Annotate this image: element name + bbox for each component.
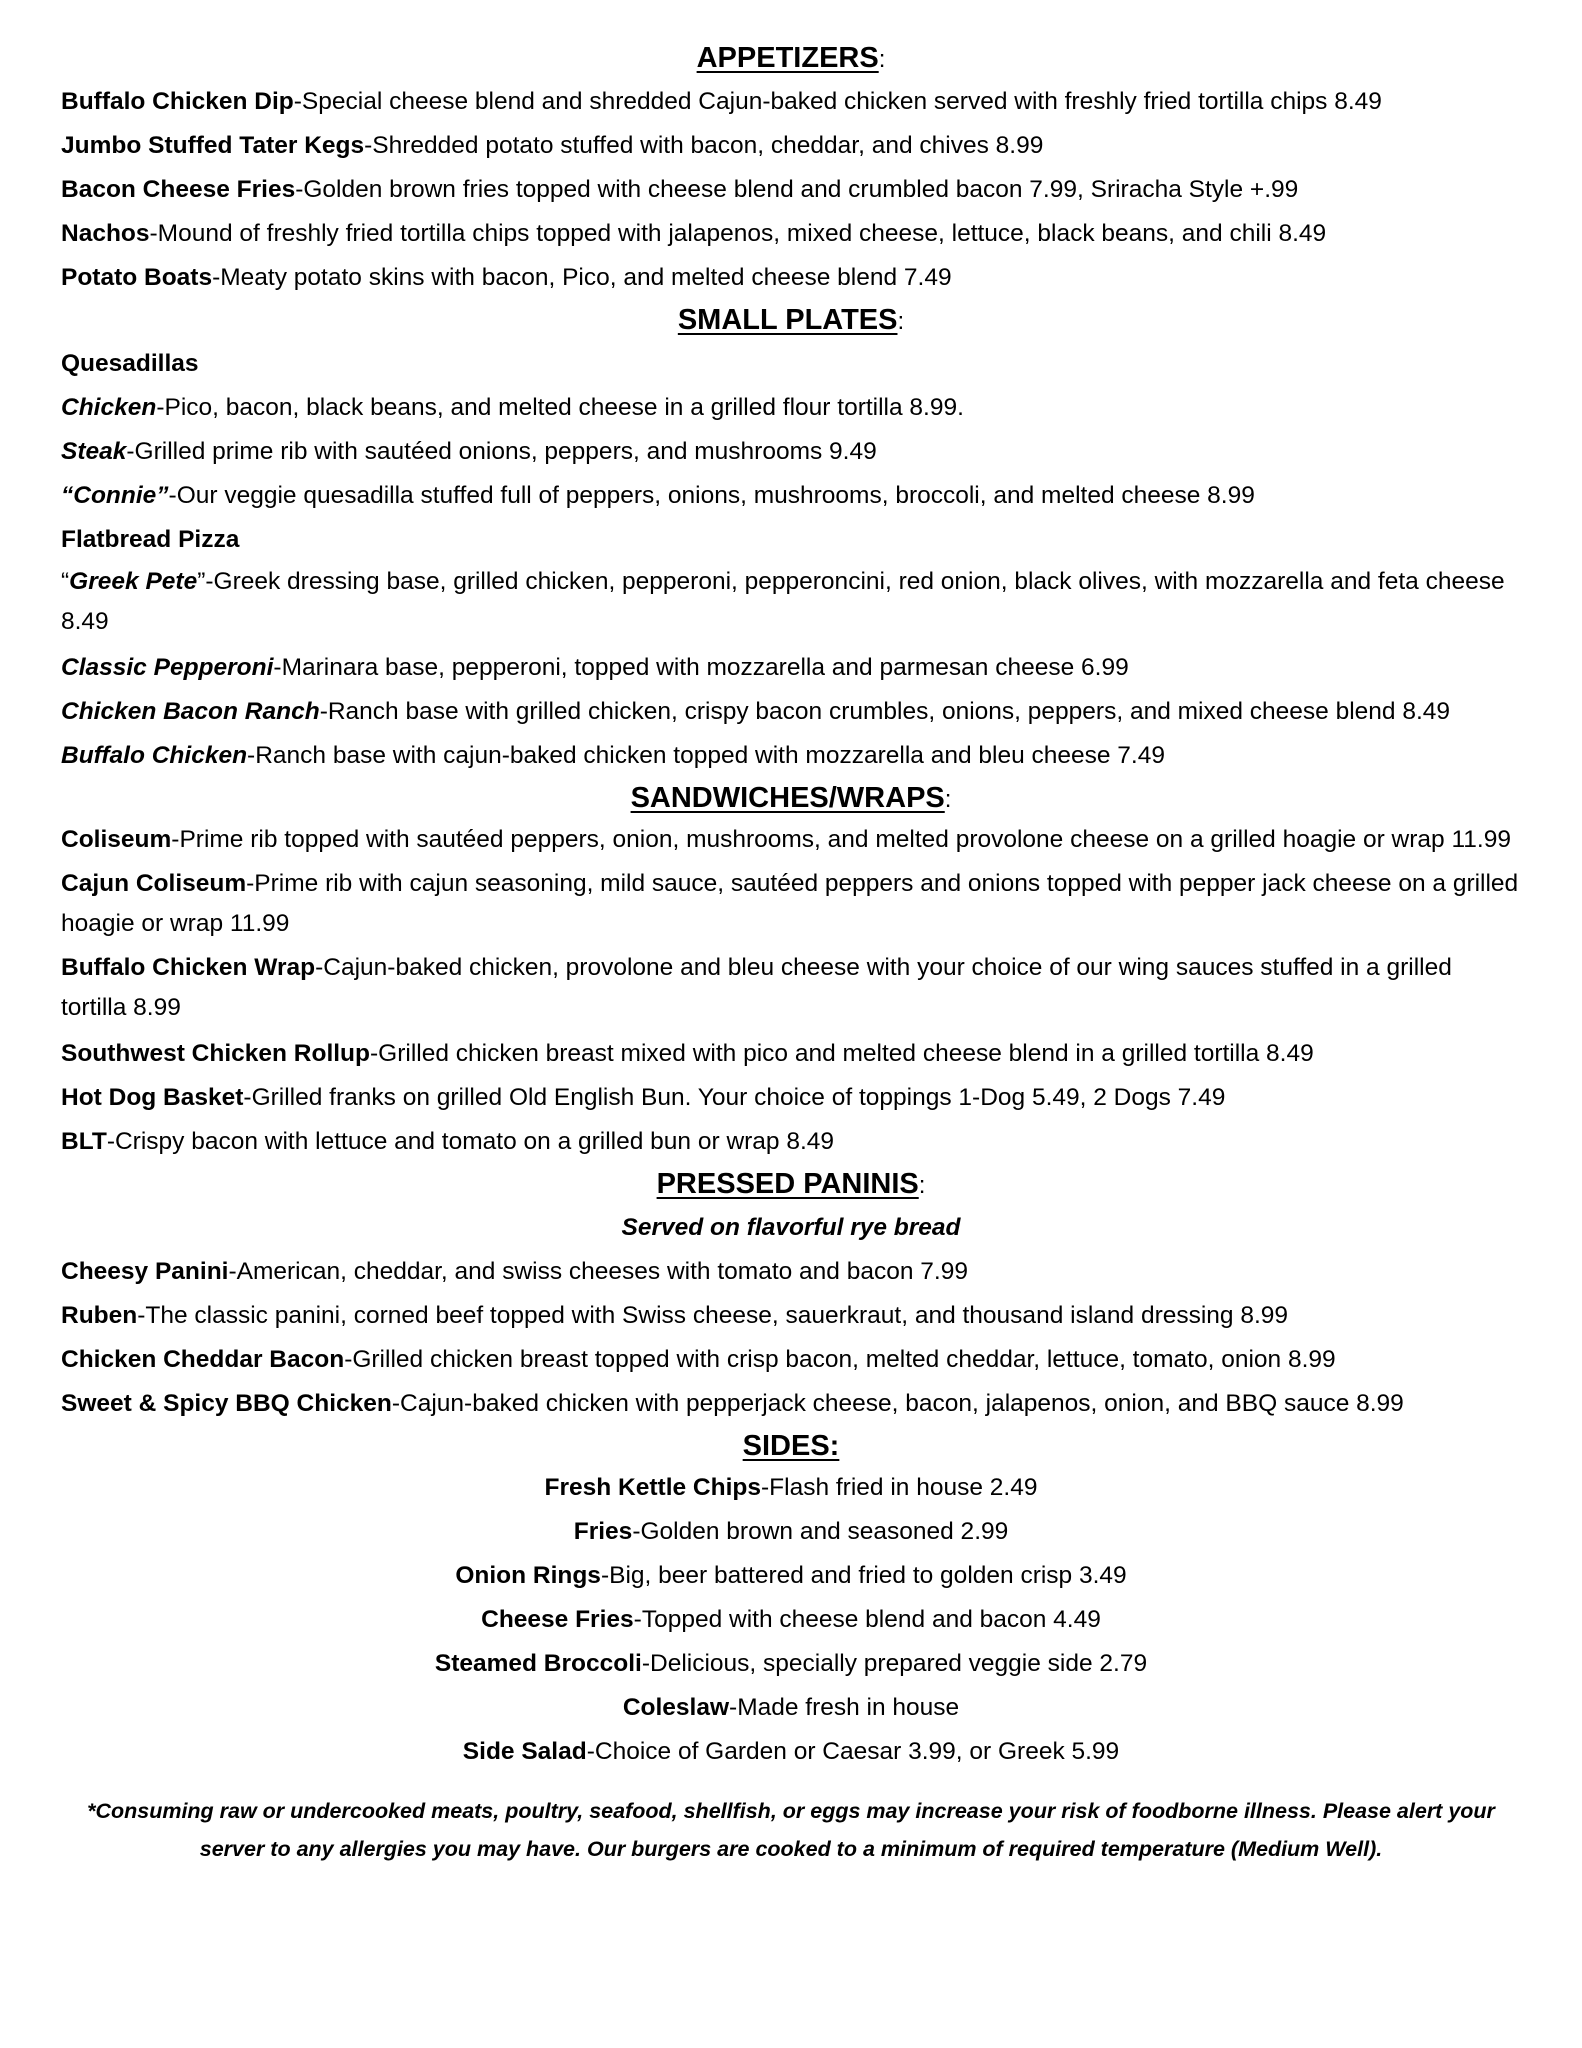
- menu-item: Cajun Coliseum-Prime rib with cajun seasoning, mild sauce, sautéed peppers and onions topped with pepper jack cheese on a grilled hoagie or wrap 11.99: [61, 870, 1519, 937]
- menu-item: Hot Dog Basket-Grilled franks on grilled Old English Bun. Your choice of toppings 1-Dog 5.49, 2 Dogs 7.49: [61, 1084, 1226, 1111]
- subheading-flatbread-pizza: Flatbread Pizza: [61, 526, 240, 553]
- menu-item: Classic Pepperoni-Marinara base, pepperoni, topped with mozzarella and parmesan cheese 6.99: [61, 654, 1129, 681]
- menu-item: Southwest Chicken Rollup-Grilled chicken breast mixed with pico and melted cheese blend in a grilled tortilla 8.49: [61, 1040, 1314, 1067]
- menu-item: Buffalo Chicken Dip-Special cheese blend and shredded Cajun-baked chicken served with freshly fried tortilla chips 8.49: [61, 88, 1382, 115]
- menu-item: Bacon Cheese Fries-Golden brown fries topped with cheese blend and crumbled bacon 7.99, Sriracha Style +.99: [61, 176, 1299, 203]
- section-heading-sides: SIDES:: [742, 1430, 840, 1462]
- menu-item: Fresh Kettle Chips-Flash fried in house 2.49: [544, 1474, 1038, 1501]
- menu-item: Cheesy Panini-American, cheddar, and swiss cheeses with tomato and bacon 7.99: [61, 1258, 968, 1285]
- menu-item: BLT-Crispy bacon with lettuce and tomato on a grilled bun or wrap 8.49: [61, 1128, 835, 1155]
- menu-item: Chicken Bacon Ranch-Ranch base with grilled chicken, crispy bacon crumbles, onions, peppers, and mixed cheese blend 8.49: [61, 698, 1451, 725]
- paninis-bread-note: Served on flavorful rye bread: [621, 1214, 961, 1241]
- section-heading-appetizers: APPETIZERS:: [696, 42, 886, 74]
- menu-item: Chicken Cheddar Bacon-Grilled chicken breast topped with crisp bacon, melted cheddar, lettuce, tomato, onion 8.99: [61, 1346, 1336, 1373]
- menu-item: Fries-Golden brown and seasoned 2.99: [573, 1518, 1009, 1545]
- menu-item: “Greek Pete”-Greek dressing base, grilled chicken, pepperoni, pepperoncini, red onion, black olives, with mozzarella and feta cheese 8.49: [61, 568, 1505, 635]
- menu-item: Steamed Broccoli-Delicious, specially prepared veggie side 2.79: [434, 1650, 1148, 1677]
- menu-item: Ruben-The classic panini, corned beef topped with Swiss cheese, sauerkraut, and thousand island dressing 8.99: [61, 1302, 1289, 1329]
- menu-item: Potato Boats-Meaty potato skins with bacon, Pico, and melted cheese blend 7.49: [61, 264, 952, 291]
- menu-item: Side Salad-Choice of Garden or Caesar 3.99, or Greek 5.99: [462, 1738, 1120, 1765]
- menu-item: Onion Rings-Big, beer battered and fried to golden crisp 3.49: [455, 1562, 1127, 1589]
- menu-item: Steak-Grilled prime rib with sautéed onions, peppers, and mushrooms 9.49: [61, 438, 877, 465]
- menu-item: Buffalo Chicken Wrap-Cajun-baked chicken, provolone and bleu cheese with your choice of our wing sauces stuffed in a grilled tortilla 8.99: [61, 954, 1452, 1021]
- menu-item: Cheese Fries-Topped with cheese blend and bacon 4.49: [481, 1606, 1101, 1633]
- allergy-disclaimer: *Consuming raw or undercooked meats, poultry, seafood, shellfish, or eggs may increase your risk of foodborne illness. Please alert your server to any allergies you may have. Our burgers are cooked to a minimum of required temperature (Medium Well).: [87, 1799, 1495, 1861]
- menu-item: Nachos-Mound of freshly fried tortilla chips topped with jalapenos, mixed cheese, lettuce, black beans, and chili 8.49: [61, 220, 1327, 247]
- menu-item: Chicken-Pico, bacon, black beans, and melted cheese in a grilled flour tortilla 8.99.: [61, 394, 964, 421]
- menu-item: Sweet & Spicy BBQ Chicken-Cajun-baked chicken with pepperjack cheese, bacon, jalapenos, onion, and BBQ sauce 8.99: [61, 1390, 1404, 1417]
- section-heading-sandwiches-wraps: SANDWICHES/WRAPS:: [630, 782, 952, 814]
- menu-item: “Connie”-Our veggie quesadilla stuffed full of peppers, onions, mushrooms, broccoli, and melted cheese 8.99: [61, 482, 1255, 509]
- menu-page: [61, 38, 1521, 1890]
- menu-item: Buffalo Chicken-Ranch base with cajun-baked chicken topped with mozzarella and bleu cheese 7.49: [61, 742, 1165, 769]
- menu-item: Jumbo Stuffed Tater Kegs-Shredded potato stuffed with bacon, cheddar, and chives 8.99: [61, 132, 1044, 159]
- section-heading-small-plates: SMALL PLATES:: [677, 304, 905, 336]
- menu-item: Coliseum-Prime rib topped with sautéed peppers, onion, mushrooms, and melted provolone cheese on a grilled hoagie or wrap 11.99: [61, 826, 1511, 853]
- menu-item: Coleslaw-Made fresh in house: [622, 1694, 960, 1721]
- subheading-quesadillas: Quesadillas: [61, 350, 199, 377]
- section-heading-pressed-paninis: PRESSED PANINIS:: [656, 1168, 926, 1200]
